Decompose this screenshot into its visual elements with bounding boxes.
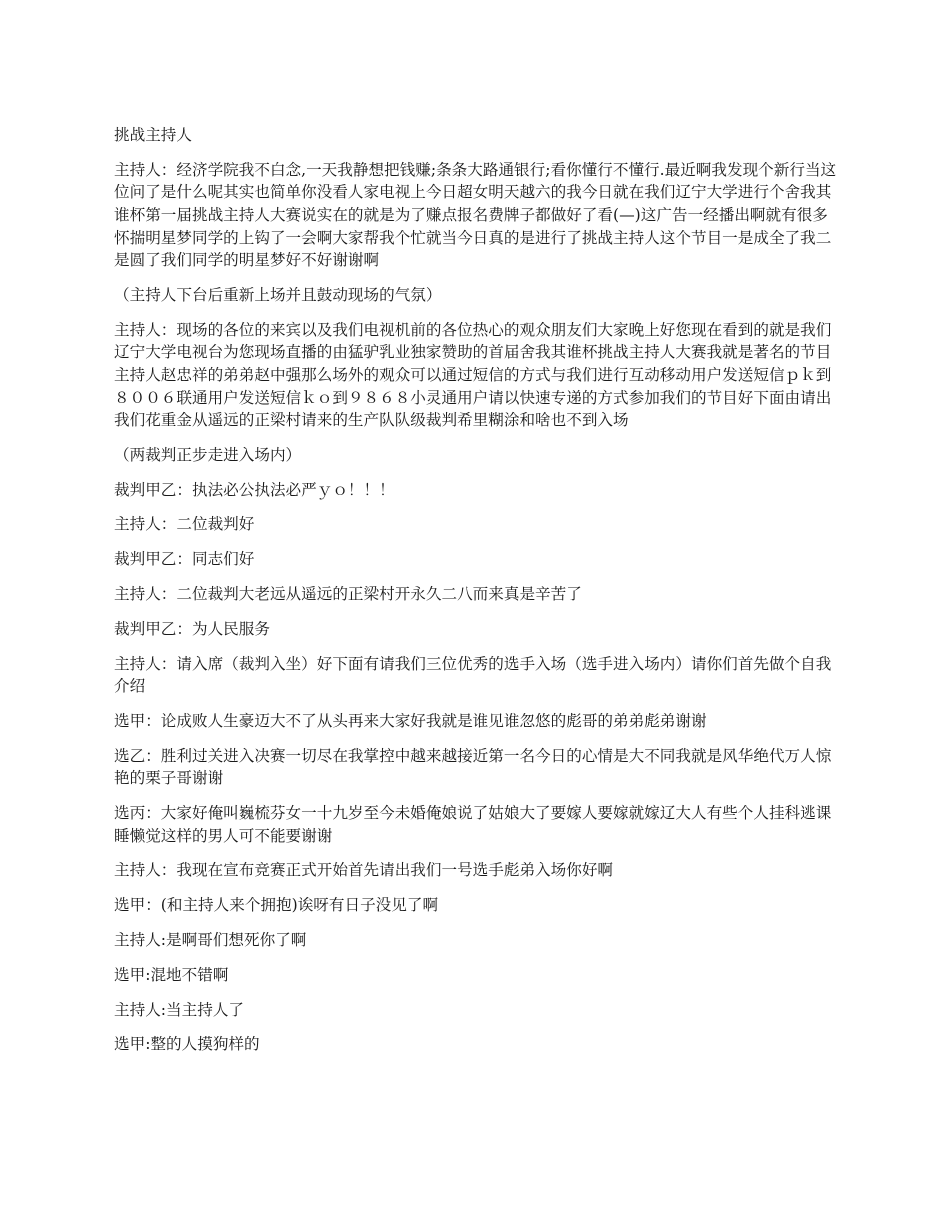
stage-direction: （两裁判正步走进入场内） (114, 445, 302, 464)
document-body (114, 124, 842, 1068)
document-title: 挑战主持人 (114, 126, 192, 144)
dialogue-line: 主持人：经济学院我不白念,一天我静想把钱赚;条条大路通银行;看你懂行不懂行.最近啊我发现个新行当这位问了是什么呢其实也简单你没看人家电视上今日超女明天越六的我今日就在我们辽宁大学进行个舍我其谁杯第一届挑战主持人大赛说实在的就是为了赚点报名费牌子都做好了看(—)这广告一经播出啊就有很多怀揣明星梦同学的上钩了一会啊大家帮我个忙就当今日真的是进行了挑战主持人这个节目一是成全了我二是圆了我们同学的明星梦好不好谢谢啊 (114, 160, 837, 270)
dialogue-line: 选甲:整的人摸狗样的 (114, 1035, 260, 1054)
dialogue-line: 主持人：请入席（裁判入坐）好下面有请我们三位优秀的选手入场（选手进入场内）请你们首先做个自我介绍 (114, 654, 832, 696)
dialogue-line: 选丙：大家好俺叫巍梳芬女一十九岁至今未婚俺娘说了姑娘大了要嫁人要嫁就嫁辽大人有些个人挂科逃课睡懒觉这样的男人可不能要谢谢 (114, 804, 832, 845)
dialogue-line: 选乙：胜利过关进入决赛一切尽在我掌控中越来越接近第一名今日的心情是大不同我就是风华绝代万人惊艳的栗子哥谢谢 (114, 746, 832, 788)
dialogue-line: 选甲：论成败人生豪迈大不了从头再来大家好我就是谁见谁忽悠的彪哥的弟弟彪弟谢谢 (114, 711, 707, 730)
stage-direction: （主持人下台后重新上场并且鼓动现场的气氛） (114, 285, 442, 304)
dialogue-line: 主持人:是啊哥们想死你了啊 (114, 931, 307, 950)
dialogue-line: 选甲:混地不错啊 (114, 965, 229, 984)
dialogue-line: 主持人：现场的各位的来宾以及我们电视机前的各位热心的观众朋友们大家晚上好您现在看到的就是我们辽宁大学电视台为您现场直播的由猛驴乳业独家赞助的首届舍我其谁杯挑战主持人大赛我就是著名的节目主持人赵忠祥的弟弟赵中强那么场外的观众可以通过短信的方式与我们进行互动移动用户发送短信ｐｋ到８００６联通用户发送短信ｋｏ到９８６８小灵通用户请以快速专递的方式参加我们的节目好下面由请出我们花重金从遥远的正梁村请来的生产队队级裁判希里糊涂和啥也不到入场 (114, 320, 832, 430)
dialogue-line: 主持人:当主持人了 (114, 1000, 245, 1019)
dialogue-line: 裁判甲乙：执法必公执法必严ｙｏ！！！ (114, 480, 395, 499)
dialogue-line: 选甲：(和主持人来个拥抱)诶呀有日子没见了啊 (114, 896, 439, 915)
dialogue-line: 主持人：我现在宣布竞赛正式开始首先请出我们一号选手彪弟入场你好啊 (114, 861, 614, 880)
dialogue-line: 裁判甲乙：为人民服务 (114, 619, 270, 638)
dialogue-line: 裁判甲乙：同志们好 (114, 550, 255, 569)
dialogue-line: 主持人：二位裁判好 (114, 515, 255, 534)
dialogue-line: 主持人：二位裁判大老远从遥远的正梁村开永久二八而来真是辛苦了 (114, 585, 582, 603)
